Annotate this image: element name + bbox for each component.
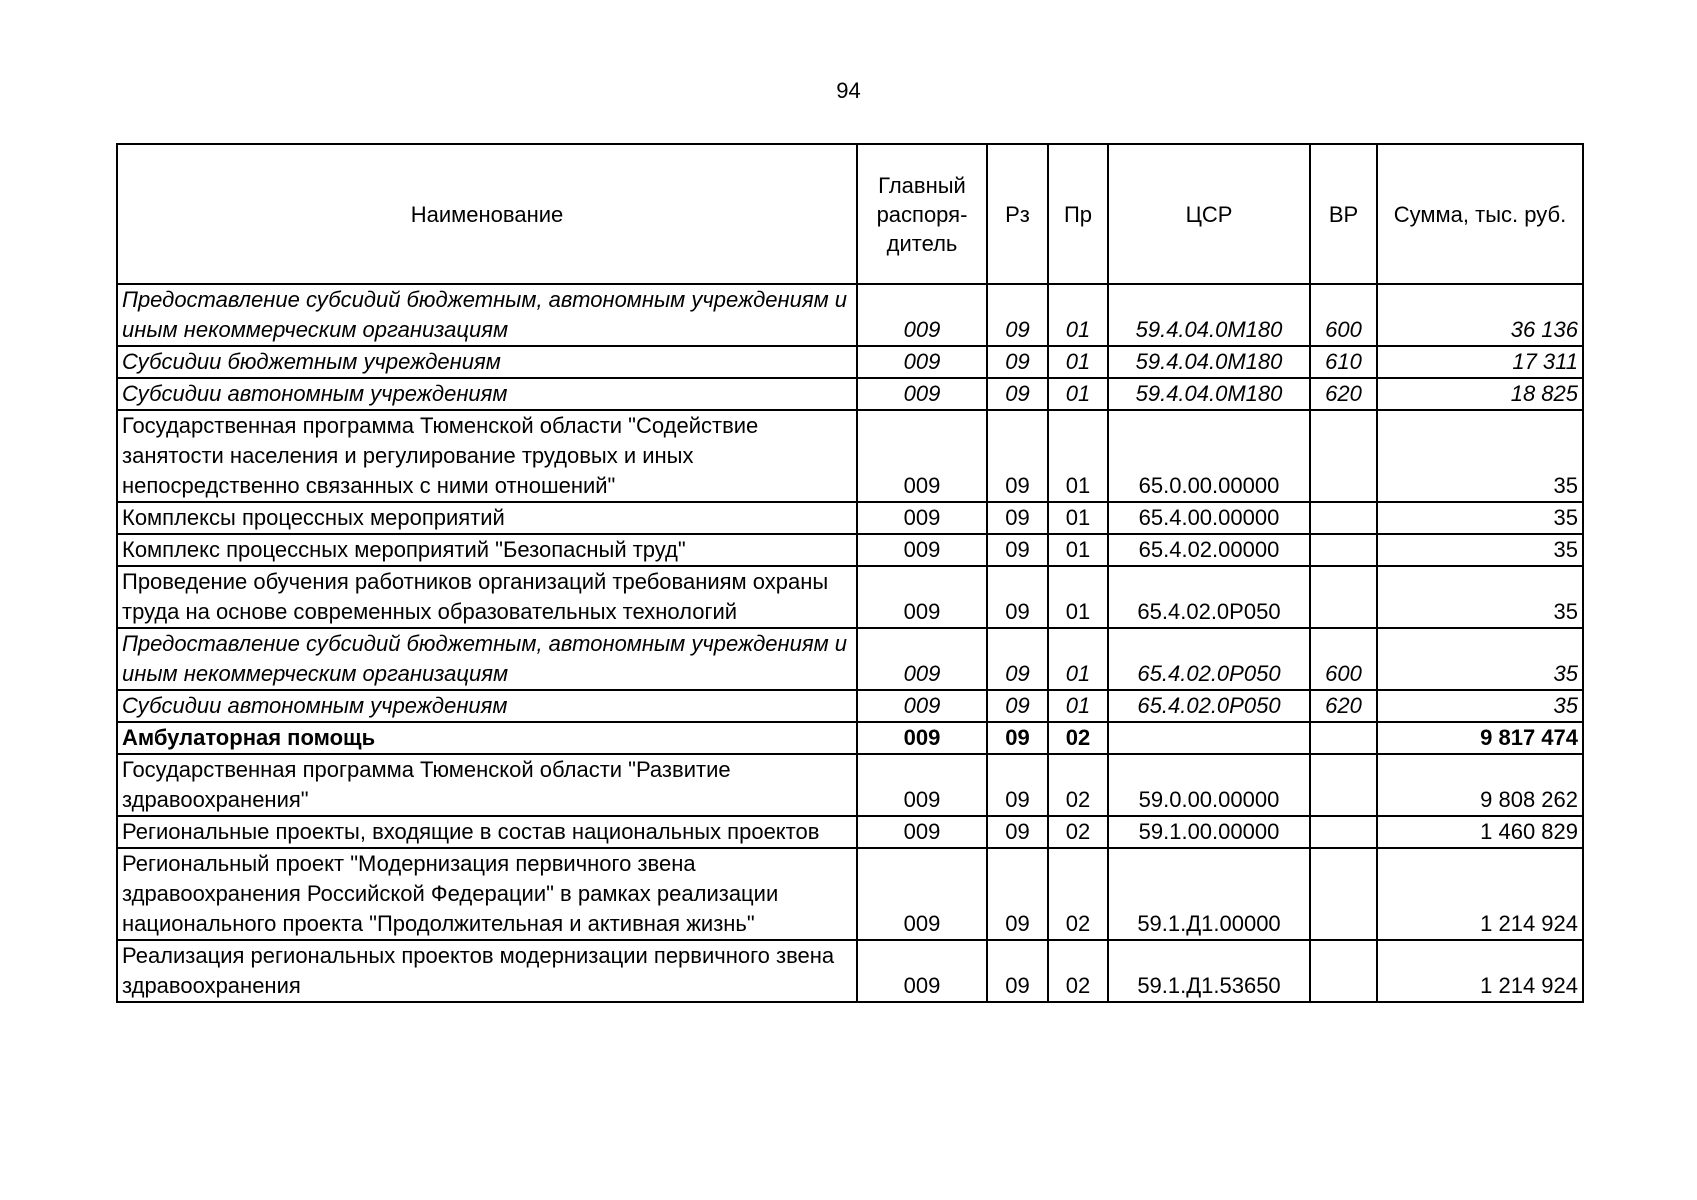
cell-sum: 9 808 262 (1377, 754, 1583, 816)
cell-sum: 1 214 924 (1377, 848, 1583, 940)
cell-name: Субсидии автономным учреждениям (117, 378, 857, 410)
cell-csr: 65.4.02.0Р050 (1108, 690, 1310, 722)
table-row (117, 534, 1583, 566)
cell-vr (1310, 848, 1377, 940)
cell-rz: 09 (987, 628, 1048, 690)
cell-manager: 009 (857, 628, 987, 690)
header-rz: Рз (987, 144, 1048, 284)
cell-csr: 65.4.02.00000 (1108, 534, 1310, 566)
header-pr: Пр (1048, 144, 1108, 284)
table-row (117, 410, 1583, 502)
cell-manager: 009 (857, 940, 987, 1002)
cell-rz: 09 (987, 754, 1048, 816)
cell-sum: 36 136 (1377, 284, 1583, 346)
cell-rz: 09 (987, 816, 1048, 848)
cell-csr: 59.4.04.0М180 (1108, 378, 1310, 410)
cell-vr (1310, 502, 1377, 534)
cell-name: Проведение обучения работников организаций требованиям охраны труда на основе современных образовательных технологий (117, 566, 857, 628)
cell-sum: 35 (1377, 566, 1583, 628)
header-manager: Главный распоря-дитель (857, 144, 987, 284)
cell-sum: 35 (1377, 628, 1583, 690)
cell-sum: 9 817 474 (1377, 722, 1583, 754)
header-csr: ЦСР (1108, 144, 1310, 284)
cell-name: Государственная программа Тюменской области "Содействие занятости населения и регулирование трудовых и иных непосредственно связанных с ними отношений" (117, 410, 857, 502)
cell-name: Реализация региональных проектов модернизации первичного звена здравоохранения (117, 940, 857, 1002)
cell-sum: 18 825 (1377, 378, 1583, 410)
cell-pr: 01 (1048, 628, 1108, 690)
cell-pr: 02 (1048, 816, 1108, 848)
cell-vr: 600 (1310, 284, 1377, 346)
cell-csr: 59.4.04.0М180 (1108, 284, 1310, 346)
cell-csr: 59.1.Д1.53650 (1108, 940, 1310, 1002)
cell-vr: 620 (1310, 378, 1377, 410)
cell-csr: 59.1.00.00000 (1108, 816, 1310, 848)
cell-vr (1310, 410, 1377, 502)
cell-pr: 02 (1048, 722, 1108, 754)
cell-sum: 35 (1377, 502, 1583, 534)
header-name: Наименование (117, 144, 857, 284)
cell-name: Субсидии бюджетным учреждениям (117, 346, 857, 378)
cell-rz: 09 (987, 502, 1048, 534)
cell-manager: 009 (857, 502, 987, 534)
cell-rz: 09 (987, 284, 1048, 346)
cell-pr: 01 (1048, 566, 1108, 628)
cell-pr: 02 (1048, 754, 1108, 816)
cell-sum: 1 214 924 (1377, 940, 1583, 1002)
table-row (117, 284, 1583, 346)
cell-pr: 01 (1048, 346, 1108, 378)
table-row (117, 566, 1583, 628)
cell-pr: 01 (1048, 410, 1108, 502)
cell-name: Региональный проект "Модернизация первичного звена здравоохранения Российской Федерации" в рамках реализации национального проекта "Продолжительная и активная жизнь" (117, 848, 857, 940)
table-row (117, 502, 1583, 534)
cell-sum: 35 (1377, 410, 1583, 502)
cell-manager: 009 (857, 722, 987, 754)
cell-pr: 01 (1048, 284, 1108, 346)
cell-vr (1310, 940, 1377, 1002)
cell-vr (1310, 566, 1377, 628)
cell-csr (1108, 722, 1310, 754)
cell-manager: 009 (857, 754, 987, 816)
cell-pr: 02 (1048, 848, 1108, 940)
cell-name: Комплекс процессных мероприятий "Безопасный труд" (117, 534, 857, 566)
cell-vr: 600 (1310, 628, 1377, 690)
cell-vr (1310, 816, 1377, 848)
cell-vr: 620 (1310, 690, 1377, 722)
cell-rz: 09 (987, 690, 1048, 722)
cell-pr: 01 (1048, 378, 1108, 410)
table-row (117, 816, 1583, 848)
cell-sum: 17 311 (1377, 346, 1583, 378)
cell-rz: 09 (987, 848, 1048, 940)
cell-sum: 35 (1377, 690, 1583, 722)
cell-csr: 59.1.Д1.00000 (1108, 848, 1310, 940)
cell-rz: 09 (987, 534, 1048, 566)
cell-pr: 01 (1048, 534, 1108, 566)
table-row (117, 378, 1583, 410)
cell-csr: 65.0.00.00000 (1108, 410, 1310, 502)
cell-csr: 65.4.02.0Р050 (1108, 628, 1310, 690)
cell-manager: 009 (857, 848, 987, 940)
cell-manager: 009 (857, 534, 987, 566)
cell-rz: 09 (987, 940, 1048, 1002)
cell-name: Амбулаторная помощь (117, 722, 857, 754)
table-header-row (117, 144, 1583, 284)
table-row (117, 346, 1583, 378)
header-sum: Сумма, тыс. руб. (1377, 144, 1583, 284)
cell-vr (1310, 754, 1377, 816)
table-row (117, 848, 1583, 940)
cell-manager: 009 (857, 284, 987, 346)
cell-manager: 009 (857, 378, 987, 410)
cell-name: Субсидии автономным учреждениям (117, 690, 857, 722)
cell-manager: 009 (857, 566, 987, 628)
table-row (117, 754, 1583, 816)
cell-csr: 65.4.00.00000 (1108, 502, 1310, 534)
cell-name: Комплексы процессных мероприятий (117, 502, 857, 534)
cell-manager: 009 (857, 816, 987, 848)
cell-manager: 009 (857, 410, 987, 502)
cell-pr: 01 (1048, 502, 1108, 534)
cell-csr: 59.4.04.0М180 (1108, 346, 1310, 378)
cell-name: Предоставление субсидий бюджетным, автономным учреждениям и иным некоммерческим организациям (117, 284, 857, 346)
table-row (117, 690, 1583, 722)
table-body (117, 284, 1583, 1002)
cell-pr: 01 (1048, 690, 1108, 722)
cell-rz: 09 (987, 378, 1048, 410)
cell-rz: 09 (987, 722, 1048, 754)
table-row (117, 722, 1583, 754)
cell-pr: 02 (1048, 940, 1108, 1002)
cell-sum: 35 (1377, 534, 1583, 566)
cell-vr (1310, 534, 1377, 566)
cell-csr: 59.0.00.00000 (1108, 754, 1310, 816)
cell-manager: 009 (857, 690, 987, 722)
cell-rz: 09 (987, 566, 1048, 628)
header-vr: ВР (1310, 144, 1377, 284)
cell-rz: 09 (987, 410, 1048, 502)
table-row (117, 628, 1583, 690)
page-number: 94 (836, 78, 861, 103)
cell-vr: 610 (1310, 346, 1377, 378)
cell-name: Региональные проекты, входящие в состав национальных проектов (117, 816, 857, 848)
cell-name: Государственная программа Тюменской области "Развитие здравоохранения" (117, 754, 857, 816)
cell-name: Предоставление субсидий бюджетным, автономным учреждениям и иным некоммерческим организациям (117, 628, 857, 690)
cell-csr: 65.4.02.0Р050 (1108, 566, 1310, 628)
cell-vr (1310, 722, 1377, 754)
table-row (117, 940, 1583, 1002)
cell-sum: 1 460 829 (1377, 816, 1583, 848)
budget-table (116, 143, 1584, 1003)
cell-manager: 009 (857, 346, 987, 378)
cell-rz: 09 (987, 346, 1048, 378)
